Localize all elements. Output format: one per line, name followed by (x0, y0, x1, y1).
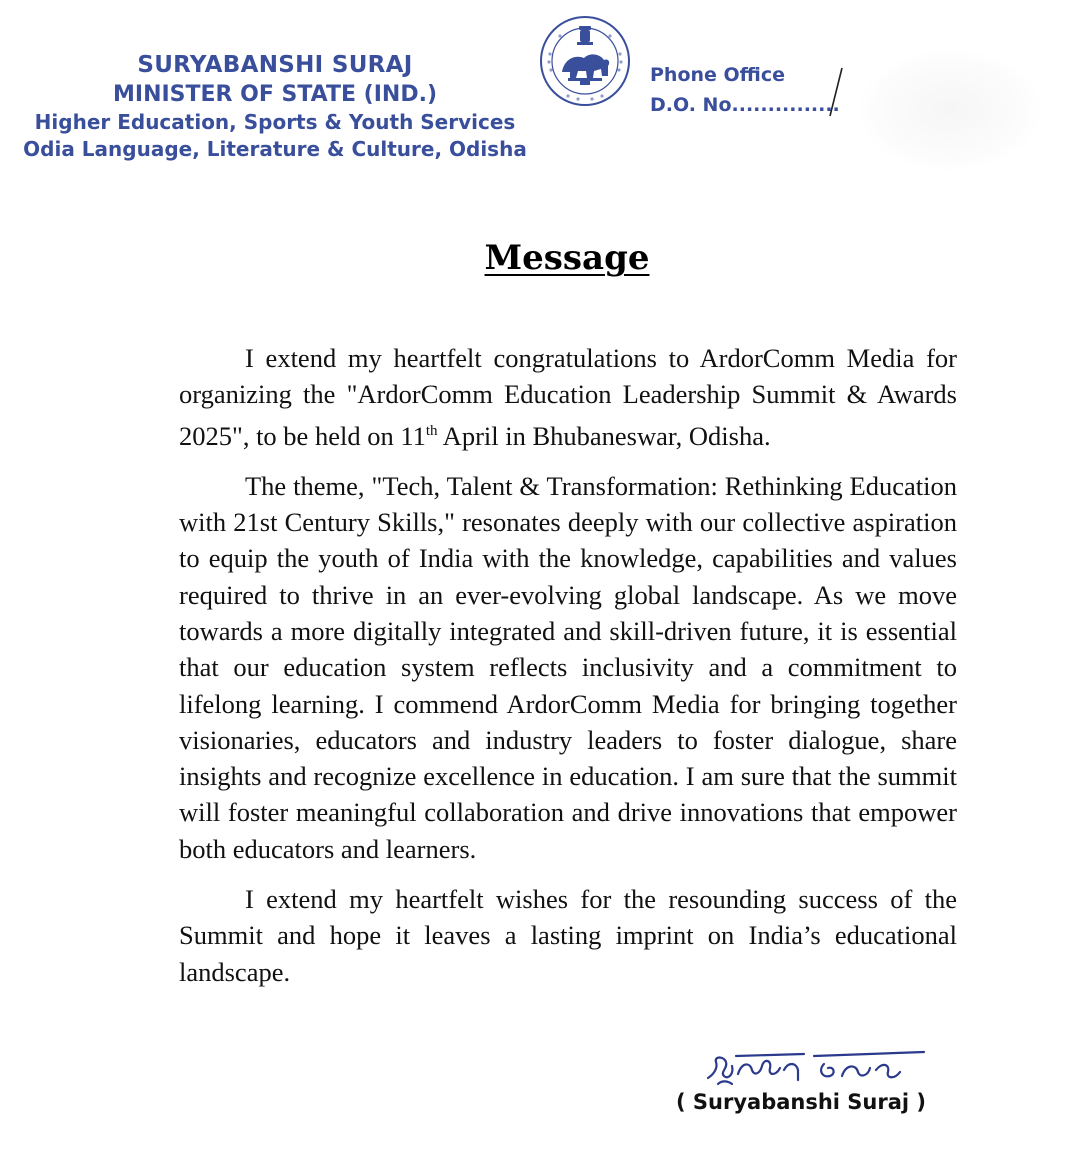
signatory-name: ( Suryabanshi Suraj ) (676, 1090, 927, 1114)
handwritten-signature (706, 1048, 928, 1088)
message-body (179, 340, 957, 1004)
message-paragraph-2: The theme, "Tech, Talent & Transformation: Rethinking Education with 21st Century Skills," resonates deeply with our collective aspiration to equip the youth of India with the knowledge, capabilities and values required to thrive in an ever-evolving global landscape. As we move towards a more digitally integrated and skill-driven future, it is essential that our education system reflects inclusivity and a commitment to lifelong learning. I commend ArdorComm Media for bringing together visionaries, educators and industry leaders to foster dialogue, share insights and recognize excellence in education. I am sure that the summit will foster meaningful collaboration and drive innovations that empower both educators and learners. (179, 470, 957, 864)
do-number-label: D.O. No............... (650, 94, 840, 116)
minister-designation: MINISTER OF STATE (IND.) (112, 82, 438, 107)
state-emblem-icon (538, 14, 632, 108)
minister-name: SURYABANSHI SURAJ (137, 52, 413, 78)
office-reference (650, 60, 840, 120)
scan-glare (860, 50, 1040, 170)
message-title: Message (484, 238, 650, 278)
departments-line-1: Higher Education, Sports & Youth Services (34, 110, 516, 134)
message-paragraph-3: I extend my heartfelt wishes for the resounding success of the Summit and hope it leaves a lasting imprint on India’s educational landscape. (179, 883, 957, 987)
message-paragraph-1: I extend my heartfelt congratulations to ArdorComm Media for organizing the "ArdorComm Education Leadership Summit & Awards 2025", to be held on 11th April in Bhubaneswar, Odisha. (179, 343, 957, 451)
phone-office-label: Phone Office (650, 64, 786, 86)
departments-line-2: Odia Language, Literature & Culture, Odisha (23, 137, 527, 161)
handwritten-slash (826, 66, 846, 118)
minister-letterhead (20, 50, 530, 163)
